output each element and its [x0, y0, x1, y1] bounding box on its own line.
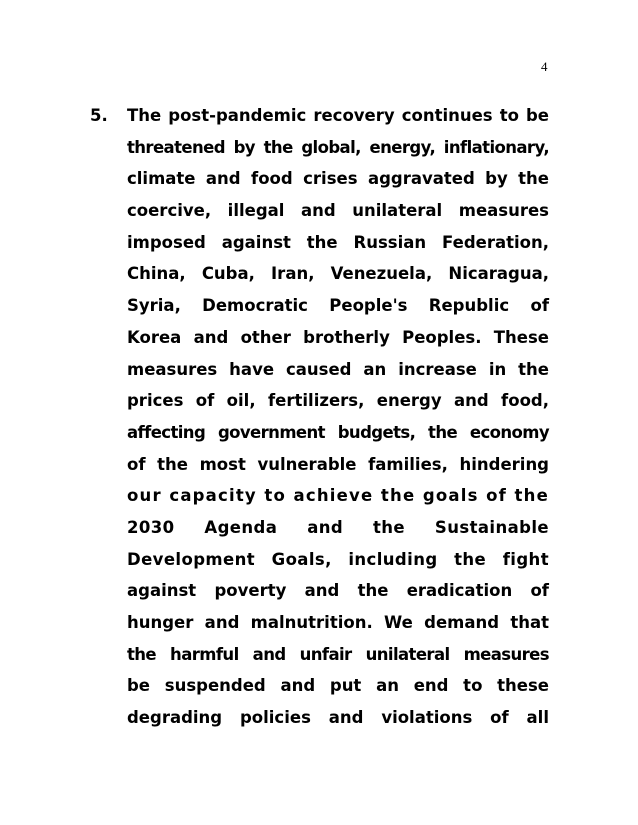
paragraph-line: The post-pandemic recovery continues to be	[127, 106, 549, 125]
paragraph-line: against poverty and the eradication of	[127, 581, 549, 601]
paragraph-line: Syria, Democratic People's Republic of	[127, 296, 549, 316]
paragraph-line: degrading policies and violations of all	[127, 708, 549, 728]
paragraph-line: of the most vulnerable families, hindering	[127, 454, 549, 474]
paragraph-line: be suspended and put an end to these	[127, 676, 549, 696]
paragraph-body	[127, 106, 549, 740]
paragraph-line: China, Cuba, Iran, Venezuela, Nicaragua,	[127, 264, 549, 284]
paragraph-line: Korea and other brotherly Peoples. These	[127, 327, 549, 347]
paragraph-line: imposed against the Russian Federation,	[127, 232, 549, 252]
paragraph-line: coercive, illegal and unilateral measures	[127, 201, 549, 221]
paragraph-line: the harmful and unfair unilateral measures	[127, 644, 549, 664]
paragraph-line: hunger and malnutrition. We demand that	[127, 613, 549, 632]
paragraph-line: threatened by the global, energy, inflationary,	[127, 137, 549, 157]
paragraph-line: our capacity to achieve the goals of the	[127, 486, 549, 506]
paragraph-line: 2030 Agenda and the Sustainable	[127, 517, 549, 537]
paragraph-line: climate and food crises aggravated by the	[127, 169, 549, 189]
page-number: 4	[541, 59, 548, 74]
paragraph-line: measures have caused an increase in the	[127, 359, 549, 379]
paragraph-line: Development Goals, including the fight	[127, 549, 549, 569]
paragraph-line: affecting government budgets, the economy	[127, 422, 549, 442]
item-number: 5.	[90, 106, 108, 125]
paragraph-line: prices of oil, fertilizers, energy and food,	[127, 391, 549, 411]
